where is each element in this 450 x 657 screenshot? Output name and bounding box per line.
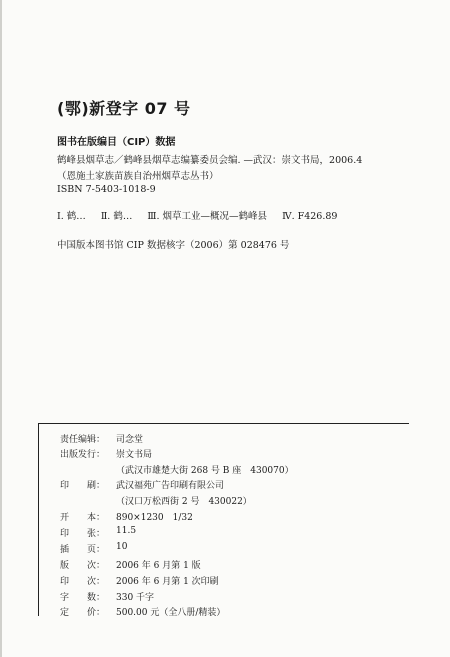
imprint-row <box>60 605 225 618</box>
imprint-label: 字 数： <box>60 593 106 603</box>
imprint-row <box>60 447 152 460</box>
registration-number: (鄂)新登字 07 号 <box>57 99 191 118</box>
imprint-row <box>60 558 201 571</box>
page-edge-left <box>0 0 2 657</box>
imprint-value: （汉口万松西街 2 号 430022） <box>116 497 252 507</box>
imprint-label <box>60 494 116 507</box>
imprint-value: 2006 年 6 月第 1 版 <box>116 561 201 571</box>
subject-item: Ⅳ. F426.89 <box>282 211 338 222</box>
imprint-row <box>60 526 136 539</box>
cip-series-line: （恩施土家族苗族自治州烟草志丛书） <box>57 171 219 182</box>
imprint-label: 插 页： <box>60 545 106 555</box>
imprint-row <box>60 432 143 445</box>
subject-item: Ⅰ. 鹤… <box>57 211 86 222</box>
imprint-row <box>60 590 154 603</box>
imprint-value: 330 千字 <box>116 593 155 603</box>
imprint-value: 500.00 元（全八册/精装） <box>116 608 226 618</box>
imprint-value: 890×1230 1/32 <box>116 513 193 523</box>
imprint-label: 出版发行： <box>60 450 106 460</box>
imprint-row <box>60 478 224 491</box>
imprint-label: 版 次： <box>60 561 106 571</box>
imprint-label <box>60 463 116 476</box>
subject-item: Ⅱ. 鹤… <box>100 211 133 222</box>
cip-heading: 图书在版编目（CIP）数据 <box>57 137 176 148</box>
imprint-row <box>60 463 294 476</box>
imprint-row <box>60 494 252 507</box>
imprint-value: 10 <box>116 542 128 552</box>
isbn: ISBN 7-5403-1018-9 <box>57 184 156 195</box>
cip-title-line: 鹤峰县烟草志／鹤峰县烟草志编纂委员会编. —武汉：崇文书局，2006.4 <box>57 155 363 166</box>
imprint-label: 印 次： <box>60 577 106 587</box>
imprint-label: 定 价： <box>60 608 106 618</box>
imprint-value: 11.5 <box>116 526 137 536</box>
imprint-label: 责任编辑： <box>60 435 106 445</box>
cip-check-number: 中国版本图书馆 CIP 数据核字（2006）第 028476 号 <box>57 240 290 251</box>
imprint-label: 开 本： <box>60 513 106 523</box>
imprint-value: （武汉市雄楚大街 268 号 B 座 430070） <box>116 466 294 476</box>
imprint-label: 印 刷： <box>60 481 106 491</box>
imprint-value: 司念堂 <box>116 435 144 445</box>
subject-item: Ⅲ. 烟草工业—概况—鹤峰县 <box>147 211 268 222</box>
imprint-value: 武汉福苑广告印刷有限公司 <box>116 481 225 491</box>
imprint-value: 崇文书局 <box>116 450 153 460</box>
imprint-row <box>60 510 193 523</box>
imprint-row <box>60 574 219 587</box>
imprint-value: 2006 年 6 月第 1 次印刷 <box>116 577 219 587</box>
imprint-label: 印 张： <box>60 529 106 539</box>
imprint-row <box>60 542 127 555</box>
subject-index <box>57 208 349 222</box>
